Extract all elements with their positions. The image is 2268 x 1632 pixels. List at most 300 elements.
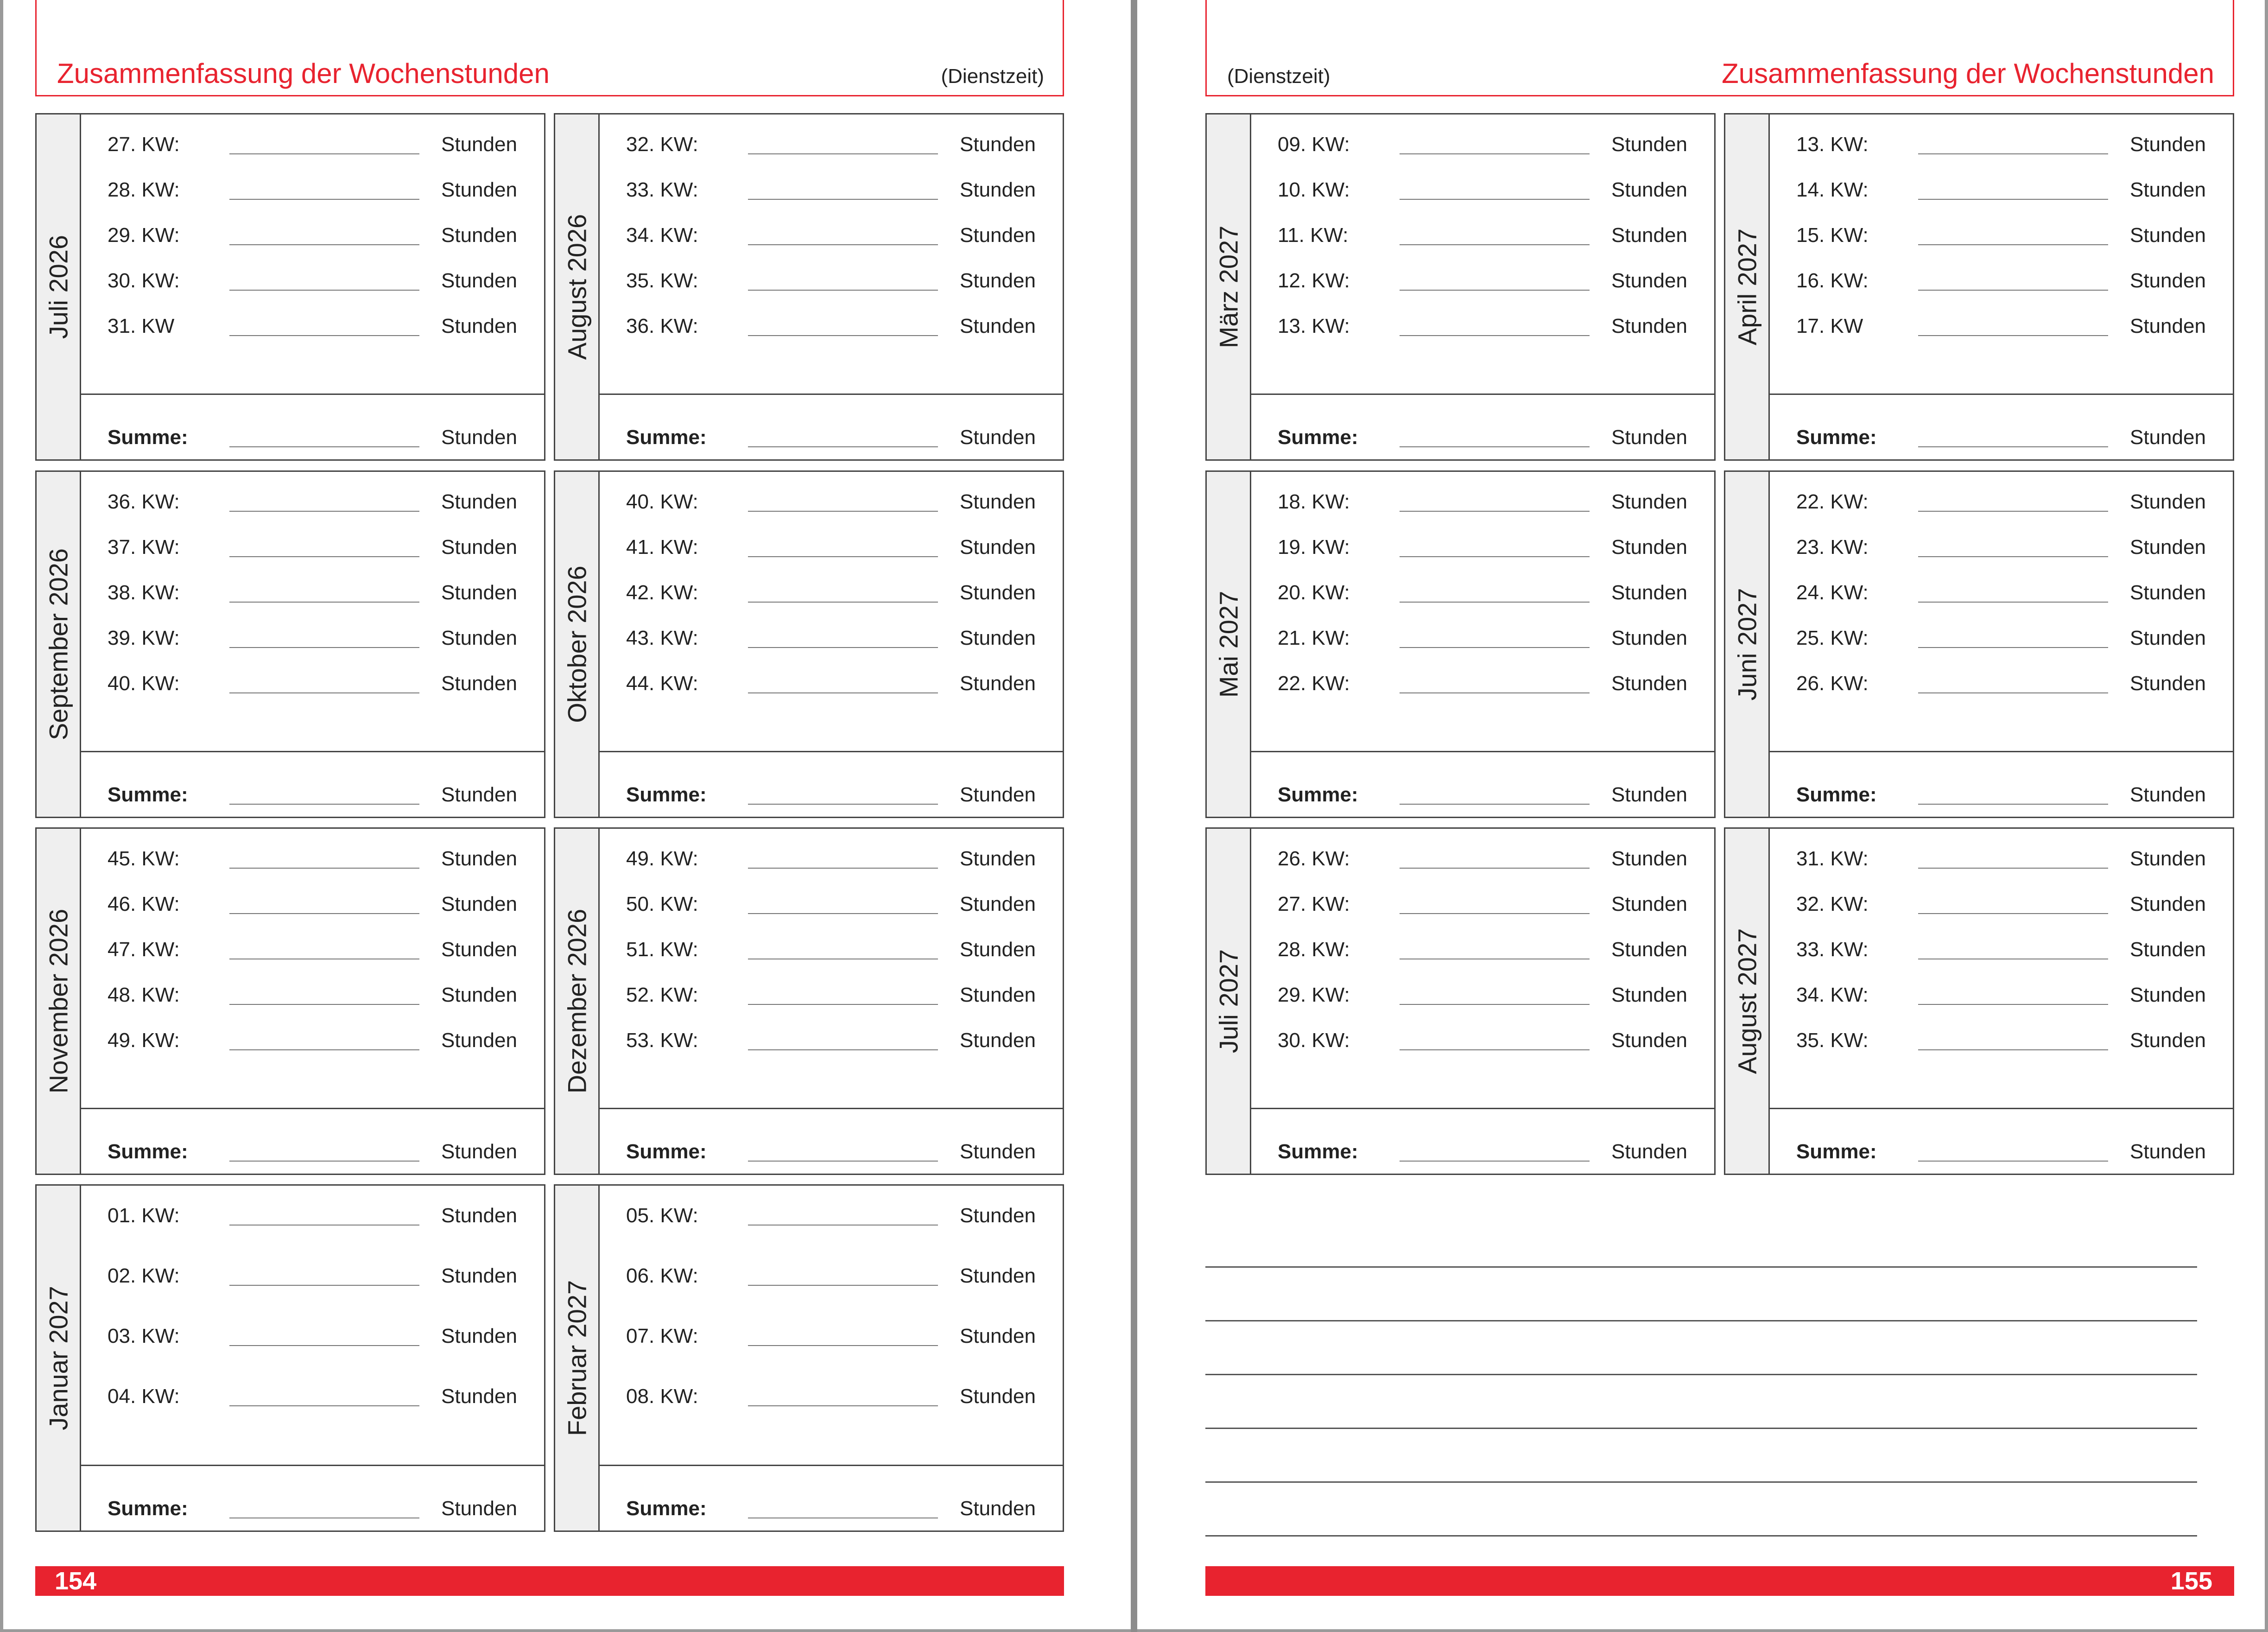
hours-entry-line[interactable]	[1918, 511, 2108, 512]
unit-label: Stunden	[1611, 847, 1687, 870]
hours-entry-line[interactable]	[1918, 692, 2108, 693]
week-label: 20. KW:	[1278, 581, 1350, 604]
unit-label: Stunden	[441, 938, 517, 961]
month-label: Juni 2027	[1732, 588, 1761, 701]
week-label: 28. KW:	[1278, 938, 1350, 961]
sum-label: Summe:	[626, 783, 707, 806]
unit-label: Stunden	[1611, 938, 1687, 961]
hours-entry-line[interactable]	[229, 1405, 419, 1406]
hours-entry-line[interactable]	[1400, 199, 1590, 200]
week-row	[81, 844, 544, 871]
month-label: November 2026	[44, 908, 73, 1094]
month-label: Mai 2027	[1214, 591, 1243, 698]
unit-label: Stunden	[441, 426, 517, 449]
sum-entry-line[interactable]	[1918, 804, 2108, 805]
sum-separator	[600, 394, 1063, 395]
week-row	[1251, 980, 1714, 1008]
month-label: Juli 2027	[1214, 949, 1243, 1054]
sum-row	[81, 422, 544, 450]
month-tab	[37, 829, 81, 1174]
hours-entry-line[interactable]	[1918, 335, 2108, 336]
unit-label: Stunden	[960, 426, 1036, 449]
week-row	[1770, 980, 2233, 1008]
week-row	[81, 487, 544, 514]
week-label: 31. KW:	[1796, 847, 1869, 870]
week-row	[1770, 487, 2233, 514]
month-tab	[1207, 829, 1251, 1174]
hours-entry-line[interactable]	[748, 199, 938, 200]
unit-label: Stunden	[2130, 627, 2206, 649]
unit-label: Stunden	[960, 847, 1036, 870]
unit-label: Stunden	[1611, 627, 1687, 649]
week-row	[1770, 532, 2233, 560]
week-row	[1770, 668, 2233, 696]
unit-label: Stunden	[960, 536, 1036, 559]
unit-label: Stunden	[441, 1264, 517, 1287]
hours-entry-line[interactable]	[748, 692, 938, 693]
unit-label: Stunden	[2130, 581, 2206, 604]
hours-entry-line[interactable]	[229, 153, 419, 154]
unit-label: Stunden	[2130, 984, 2206, 1006]
hours-entry-line[interactable]	[1918, 199, 2108, 200]
sum-entry-line[interactable]	[748, 1161, 938, 1162]
unit-label: Stunden	[2130, 783, 2206, 806]
week-row	[1770, 623, 2233, 651]
book-spine	[1131, 0, 1137, 1632]
unit-label: Stunden	[1611, 783, 1687, 806]
sum-row	[1251, 1137, 1714, 1164]
unit-label: Stunden	[960, 938, 1036, 961]
sum-separator	[81, 1108, 544, 1109]
week-label: 32. KW:	[1796, 893, 1869, 915]
hours-entry-line[interactable]	[748, 913, 938, 914]
unit-label: Stunden	[2130, 426, 2206, 449]
week-label: 09. KW:	[1278, 133, 1350, 156]
unit-label: Stunden	[960, 672, 1036, 695]
month-box	[1724, 113, 2234, 461]
week-row	[1251, 668, 1714, 696]
hours-entry-line[interactable]	[1400, 556, 1590, 557]
unit-label: Stunden	[960, 581, 1036, 604]
week-row	[600, 844, 1063, 871]
month-tab	[555, 1186, 600, 1530]
unit-label: Stunden	[441, 672, 517, 695]
hours-entry-line[interactable]	[229, 1004, 419, 1005]
week-label: 30. KW:	[108, 269, 180, 292]
hours-entry-line[interactable]	[748, 647, 938, 648]
sum-separator	[1770, 751, 2233, 752]
week-row	[600, 668, 1063, 696]
week-row	[81, 266, 544, 293]
hours-entry-line[interactable]	[1400, 647, 1590, 648]
week-row	[81, 1381, 544, 1409]
month-label: Dezember 2026	[562, 908, 591, 1094]
sum-row	[600, 780, 1063, 807]
note-line[interactable]	[1205, 1374, 2197, 1375]
sum-separator	[1251, 394, 1714, 395]
week-label: 16. KW:	[1796, 269, 1869, 292]
unit-label: Stunden	[441, 783, 517, 806]
week-label: 50. KW:	[626, 893, 698, 915]
hours-entry-line[interactable]	[748, 602, 938, 603]
week-label: 28. KW:	[108, 178, 180, 201]
hours-entry-line[interactable]	[1400, 335, 1590, 336]
unit-label: Stunden	[1611, 426, 1687, 449]
week-label: 26. KW:	[1796, 672, 1869, 695]
hours-entry-line[interactable]	[748, 153, 938, 154]
week-row	[81, 1321, 544, 1349]
hours-entry-line[interactable]	[229, 1225, 419, 1226]
left-page	[0, 0, 1131, 1632]
month-tab	[555, 472, 600, 817]
month-box	[1724, 470, 2234, 818]
sum-entry-line[interactable]	[229, 446, 419, 447]
month-box	[554, 470, 1064, 818]
month-tab	[555, 114, 600, 459]
sum-label: Summe:	[1796, 426, 1877, 449]
hours-entry-line[interactable]	[229, 244, 419, 245]
note-line[interactable]	[1205, 1428, 2197, 1429]
hours-entry-line[interactable]	[229, 556, 419, 557]
hours-entry-line[interactable]	[1400, 913, 1590, 914]
hours-entry-line[interactable]	[748, 556, 938, 557]
unit-label: Stunden	[441, 847, 517, 870]
week-label: 07. KW:	[626, 1325, 698, 1347]
unit-label: Stunden	[2130, 847, 2206, 870]
sum-label: Summe:	[108, 1497, 188, 1520]
note-line[interactable]	[1205, 1266, 2197, 1268]
month-box	[554, 113, 1064, 461]
week-label: 15. KW:	[1796, 224, 1869, 247]
hours-entry-line[interactable]	[1918, 868, 2108, 869]
week-row	[1251, 266, 1714, 293]
hours-entry-line[interactable]	[229, 335, 419, 336]
month-box	[35, 470, 545, 818]
hours-entry-line[interactable]	[1918, 602, 2108, 603]
week-label: 34. KW:	[626, 224, 698, 247]
hours-entry-line[interactable]	[1400, 290, 1590, 291]
hours-entry-line[interactable]	[1400, 1049, 1590, 1050]
page-number-bar	[35, 1566, 1064, 1596]
week-label: 02. KW:	[108, 1264, 180, 1287]
week-label: 29. KW:	[1278, 984, 1350, 1006]
hours-entry-line[interactable]	[748, 335, 938, 336]
sum-entry-line[interactable]	[1918, 446, 2108, 447]
hours-entry-line[interactable]	[1400, 511, 1590, 512]
sum-entry-line[interactable]	[1400, 446, 1590, 447]
sum-separator	[1251, 1108, 1714, 1109]
hours-entry-line[interactable]	[1400, 153, 1590, 154]
hours-entry-line[interactable]	[1918, 290, 2108, 291]
unit-label: Stunden	[441, 627, 517, 649]
month-label: August 2026	[562, 214, 591, 360]
unit-label: Stunden	[2130, 490, 2206, 513]
sum-separator	[600, 1465, 1063, 1466]
month-tab	[37, 1186, 81, 1530]
unit-label: Stunden	[2130, 1029, 2206, 1052]
sum-separator	[1770, 394, 2233, 395]
week-row	[600, 1025, 1063, 1053]
hours-entry-line[interactable]	[1918, 1004, 2108, 1005]
week-label: 12. KW:	[1278, 269, 1350, 292]
week-row	[81, 129, 544, 157]
week-row	[81, 1261, 544, 1289]
unit-label: Stunden	[1611, 672, 1687, 695]
unit-label: Stunden	[441, 1497, 517, 1520]
unit-label: Stunden	[1611, 536, 1687, 559]
unit-label: Stunden	[960, 269, 1036, 292]
page-edge	[0, 1629, 1131, 1632]
unit-label: Stunden	[960, 783, 1036, 806]
week-label: 34. KW:	[1796, 984, 1869, 1006]
month-box	[1205, 827, 1716, 1175]
hours-entry-line[interactable]	[1918, 1049, 2108, 1050]
unit-label: Stunden	[960, 1264, 1036, 1287]
hours-entry-line[interactable]	[1918, 153, 2108, 154]
hours-entry-line[interactable]	[748, 1049, 938, 1050]
unit-label: Stunden	[441, 178, 517, 201]
week-row	[600, 1261, 1063, 1289]
week-label: 06. KW:	[626, 1264, 698, 1287]
week-label: 37. KW:	[108, 536, 180, 559]
hours-entry-line[interactable]	[1400, 1004, 1590, 1005]
month-tab	[1725, 114, 1770, 459]
sum-entry-line[interactable]	[1918, 1161, 2108, 1162]
hours-entry-line[interactable]	[229, 602, 419, 603]
unit-label: Stunden	[1611, 315, 1687, 337]
unit-label: Stunden	[960, 893, 1036, 915]
sum-row	[81, 1493, 544, 1521]
week-row	[81, 934, 544, 962]
unit-label: Stunden	[441, 269, 517, 292]
week-row	[1770, 220, 2233, 248]
week-row	[81, 578, 544, 605]
week-label: 23. KW:	[1796, 536, 1869, 559]
week-row	[1770, 1025, 2233, 1053]
month-label: Januar 2027	[44, 1286, 73, 1430]
week-label: 26. KW:	[1278, 847, 1350, 870]
unit-label: Stunden	[1611, 1140, 1687, 1163]
week-row	[600, 487, 1063, 514]
week-row	[81, 889, 544, 917]
hours-entry-line[interactable]	[748, 511, 938, 512]
hours-entry-line[interactable]	[748, 1225, 938, 1226]
hours-entry-line[interactable]	[229, 1345, 419, 1346]
hours-entry-line[interactable]	[1918, 913, 2108, 914]
unit-label: Stunden	[441, 1140, 517, 1163]
note-line[interactable]	[1205, 1320, 2197, 1321]
hours-entry-line[interactable]	[229, 692, 419, 693]
sum-entry-line[interactable]	[229, 804, 419, 805]
week-label: 29. KW:	[108, 224, 180, 247]
week-row	[600, 266, 1063, 293]
unit-label: Stunden	[2130, 269, 2206, 292]
week-row	[1251, 487, 1714, 514]
week-row	[600, 1321, 1063, 1349]
week-row	[600, 129, 1063, 157]
hours-entry-line[interactable]	[229, 647, 419, 648]
unit-label: Stunden	[441, 1385, 517, 1408]
week-label: 49. KW:	[626, 847, 698, 870]
unit-label: Stunden	[2130, 938, 2206, 961]
week-row	[81, 668, 544, 696]
week-row	[1770, 844, 2233, 871]
week-label: 36. KW:	[626, 315, 698, 337]
unit-label: Stunden	[1611, 984, 1687, 1006]
hours-entry-line[interactable]	[229, 868, 419, 869]
week-label: 49. KW:	[108, 1029, 180, 1052]
hours-entry-line[interactable]	[748, 1405, 938, 1406]
month-tab	[1725, 829, 1770, 1174]
unit-label: Stunden	[960, 1325, 1036, 1347]
hours-entry-line[interactable]	[229, 290, 419, 291]
page-number: 154	[55, 1567, 97, 1595]
week-label: 35. KW:	[626, 269, 698, 292]
week-row	[600, 1200, 1063, 1228]
note-line[interactable]	[1205, 1481, 2197, 1483]
unit-label: Stunden	[960, 984, 1036, 1006]
sum-separator	[81, 394, 544, 395]
week-row	[600, 1381, 1063, 1409]
week-label: 33. KW:	[1796, 938, 1869, 961]
sum-label: Summe:	[626, 1497, 707, 1520]
sum-entry-line[interactable]	[748, 446, 938, 447]
page-header	[35, 0, 1064, 96]
hours-entry-line[interactable]	[1400, 692, 1590, 693]
week-label: 52. KW:	[626, 984, 698, 1006]
hours-entry-line[interactable]	[748, 244, 938, 245]
hours-entry-line[interactable]	[748, 1285, 938, 1286]
unit-label: Stunden	[1611, 893, 1687, 915]
week-row	[1251, 578, 1714, 605]
hours-entry-line[interactable]	[1400, 602, 1590, 603]
hours-entry-line[interactable]	[1918, 647, 2108, 648]
sum-label: Summe:	[1278, 1140, 1358, 1163]
month-label: September 2026	[44, 548, 73, 741]
sum-entry-line[interactable]	[1400, 804, 1590, 805]
month-box	[1724, 827, 2234, 1175]
hours-entry-line[interactable]	[748, 1345, 938, 1346]
unit-label: Stunden	[441, 1204, 517, 1227]
unit-label: Stunden	[1611, 133, 1687, 156]
month-tab	[555, 829, 600, 1174]
unit-label: Stunden	[2130, 672, 2206, 695]
sum-label: Summe:	[1796, 783, 1877, 806]
page-title: Zusammenfassung der Wochenstunden	[1722, 58, 2214, 89]
hours-entry-line[interactable]	[748, 868, 938, 869]
hours-entry-line[interactable]	[229, 1285, 419, 1286]
hours-entry-line[interactable]	[748, 1004, 938, 1005]
unit-label: Stunden	[441, 224, 517, 247]
week-label: 30. KW:	[1278, 1029, 1350, 1052]
sum-label: Summe:	[1278, 426, 1358, 449]
hours-entry-line[interactable]	[229, 199, 419, 200]
sum-row	[1770, 422, 2233, 450]
sum-label: Summe:	[1278, 783, 1358, 806]
month-box	[35, 113, 545, 461]
hours-entry-line[interactable]	[229, 1049, 419, 1050]
hours-entry-line[interactable]	[229, 511, 419, 512]
unit-label: Stunden	[441, 315, 517, 337]
week-label: 33. KW:	[626, 178, 698, 201]
sum-row	[600, 1137, 1063, 1164]
sum-label: Summe:	[108, 1140, 188, 1163]
week-label: 10. KW:	[1278, 178, 1350, 201]
sum-label: Summe:	[1796, 1140, 1877, 1163]
unit-label: Stunden	[1611, 1029, 1687, 1052]
week-label: 36. KW:	[108, 490, 180, 513]
unit-label: Stunden	[960, 1385, 1036, 1408]
hours-entry-line[interactable]	[1400, 868, 1590, 869]
week-row	[600, 175, 1063, 203]
week-row	[1251, 532, 1714, 560]
sum-entry-line[interactable]	[229, 1161, 419, 1162]
sum-row	[600, 422, 1063, 450]
page-edge	[2265, 0, 2268, 1632]
week-label: 41. KW:	[626, 536, 698, 559]
hours-entry-line[interactable]	[748, 290, 938, 291]
unit-label: Stunden	[960, 1140, 1036, 1163]
week-row	[1251, 1025, 1714, 1053]
week-label: 13. KW:	[1796, 133, 1869, 156]
hours-entry-line[interactable]	[229, 913, 419, 914]
page-subtitle: (Dienstzeit)	[1227, 65, 1330, 88]
week-label: 08. KW:	[626, 1385, 698, 1408]
sum-entry-line[interactable]	[1400, 1161, 1590, 1162]
week-row	[1251, 889, 1714, 917]
week-row	[600, 980, 1063, 1008]
unit-label: Stunden	[441, 133, 517, 156]
unit-label: Stunden	[441, 581, 517, 604]
sum-separator	[1251, 751, 1714, 752]
hours-entry-line[interactable]	[1918, 244, 2108, 245]
week-row	[81, 175, 544, 203]
week-label: 38. KW:	[108, 581, 180, 604]
hours-entry-line[interactable]	[1400, 244, 1590, 245]
week-row	[1770, 578, 2233, 605]
week-label: 48. KW:	[108, 984, 180, 1006]
week-row	[600, 934, 1063, 962]
week-label: 01. KW:	[108, 1204, 180, 1227]
sum-separator	[1770, 1108, 2233, 1109]
note-line[interactable]	[1205, 1535, 2197, 1537]
month-tab	[1207, 472, 1251, 817]
week-label: 04. KW:	[108, 1385, 180, 1408]
unit-label: Stunden	[960, 1497, 1036, 1520]
unit-label: Stunden	[2130, 133, 2206, 156]
sum-entry-line[interactable]	[748, 804, 938, 805]
unit-label: Stunden	[1611, 178, 1687, 201]
unit-label: Stunden	[441, 893, 517, 915]
month-box	[35, 1184, 545, 1532]
month-label: Februar 2027	[562, 1280, 591, 1436]
month-box	[35, 827, 545, 1175]
week-label: 32. KW:	[626, 133, 698, 156]
unit-label: Stunden	[960, 1029, 1036, 1052]
month-label: Oktober 2026	[562, 565, 591, 723]
week-row	[81, 623, 544, 651]
week-row	[81, 311, 544, 339]
page-title: Zusammenfassung der Wochenstunden	[57, 58, 550, 89]
sum-label: Summe:	[108, 426, 188, 449]
month-label: März 2027	[1214, 225, 1243, 349]
week-label: 11. KW:	[1278, 224, 1349, 247]
week-label: 22. KW:	[1278, 672, 1350, 695]
week-row	[600, 578, 1063, 605]
hours-entry-line[interactable]	[1918, 556, 2108, 557]
sum-label: Summe:	[626, 426, 707, 449]
week-row	[1770, 889, 2233, 917]
